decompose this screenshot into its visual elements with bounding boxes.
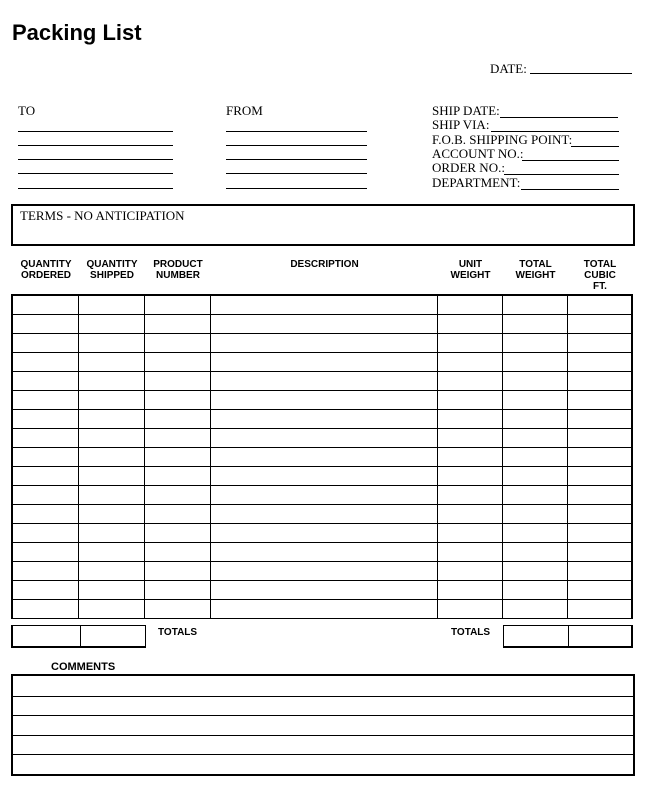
table-cell[interactable] [568,524,633,543]
table-cell[interactable] [79,372,145,391]
table-cell[interactable] [79,391,145,410]
order-no-label: ORDER NO.: [432,160,505,175]
table-cell[interactable] [211,448,438,467]
table-row [12,581,632,600]
table-cell[interactable] [211,410,438,429]
table-cell[interactable] [211,600,438,619]
table-row [12,505,632,524]
table-cell[interactable] [438,543,503,562]
table-cell[interactable] [211,524,438,543]
table-cell[interactable] [79,524,145,543]
table-cell[interactable] [79,448,145,467]
table-cell[interactable] [568,295,633,315]
order-no-field[interactable] [504,174,619,175]
table-cell[interactable] [438,391,503,410]
table-cell[interactable] [568,334,633,353]
table-row [12,467,632,486]
table-cell[interactable] [438,315,503,334]
table-row [12,543,632,562]
ship-date-label: SHIP DATE: [432,103,500,118]
table-row [12,334,632,353]
table-cell[interactable] [145,486,211,505]
to-label: TO [18,103,36,118]
table-cell[interactable] [211,372,438,391]
table-cell[interactable] [503,600,568,619]
table-cell[interactable] [503,524,568,543]
table-cell[interactable] [438,562,503,581]
table-cell[interactable] [211,581,438,600]
totals-label-right: TOTALS [451,627,491,638]
table-cell[interactable] [438,581,503,600]
totals-weight-cell[interactable] [503,625,569,648]
table-cell[interactable] [503,505,568,524]
table-cell[interactable] [568,600,633,619]
table-cell[interactable] [438,486,503,505]
to-address-line[interactable] [18,159,173,160]
table-cell[interactable] [145,334,211,353]
table-cell[interactable] [12,353,79,372]
table-cell[interactable] [12,315,79,334]
table-cell[interactable] [211,315,438,334]
table-cell[interactable] [145,448,211,467]
from-address-line[interactable] [226,173,367,174]
account-no-label: ACCOUNT NO.: [432,146,524,161]
table-cell[interactable] [211,295,438,315]
table-cell[interactable] [79,505,145,524]
table-cell[interactable] [503,391,568,410]
table-row [12,486,632,505]
table-cell[interactable] [12,467,79,486]
table-cell[interactable] [438,600,503,619]
table-cell[interactable] [79,581,145,600]
table-row [12,410,632,429]
table-cell[interactable] [211,391,438,410]
table-cell[interactable] [79,315,145,334]
ship-date-field[interactable] [500,117,618,118]
table-cell[interactable] [568,448,633,467]
table-cell[interactable] [12,429,79,448]
table-cell[interactable] [145,295,211,315]
table-cell[interactable] [438,334,503,353]
table-cell[interactable] [438,524,503,543]
table-cell[interactable] [79,295,145,315]
table-cell[interactable] [568,410,633,429]
items-table [11,294,633,619]
table-row [12,448,632,467]
table-cell[interactable] [79,543,145,562]
table-row [12,315,632,334]
comments-label: COMMENTS [51,661,116,673]
table-cell[interactable] [12,600,79,619]
from-address-line[interactable] [226,188,367,189]
from-label: FROM [226,103,263,118]
table-cell[interactable] [503,410,568,429]
table-cell[interactable] [145,581,211,600]
page-title: Packing List [12,20,142,45]
table-row [12,353,632,372]
table-cell[interactable] [12,581,79,600]
table-cell[interactable] [438,429,503,448]
totals-qty-ordered-cell[interactable] [11,625,81,648]
comments-box[interactable] [11,674,635,776]
table-cell[interactable] [568,486,633,505]
table-cell[interactable] [12,562,79,581]
to-address-line[interactable] [18,131,173,132]
table-cell[interactable] [145,505,211,524]
department-label: DEPARTMENT: [432,175,521,190]
terms-text: TERMS - NO ANTICIPATION [20,208,185,223]
header-total-weight: TOTAL WEIGHT [515,259,556,281]
table-cell[interactable] [12,448,79,467]
table-cell[interactable] [568,391,633,410]
table-row [12,524,632,543]
table-cell[interactable] [145,562,211,581]
table-cell[interactable] [211,353,438,372]
ship-via-label: SHIP VIA: [432,117,490,132]
totals-qty-shipped-cell[interactable] [79,625,146,648]
table-cell[interactable] [12,410,79,429]
header-unit-weight: UNIT WEIGHT [450,259,491,281]
to-address-line[interactable] [18,145,173,146]
table-cell[interactable] [79,600,145,619]
table-cell[interactable] [503,372,568,391]
table-cell[interactable] [438,372,503,391]
table-cell[interactable] [503,562,568,581]
fob-label: F.O.B. SHIPPING POINT: [432,132,573,147]
totals-cubic-cell[interactable] [568,625,633,648]
table-row [12,391,632,410]
table-row [12,372,632,391]
table-cell[interactable] [12,486,79,505]
table-cell[interactable] [12,543,79,562]
table-cell[interactable] [568,562,633,581]
table-cell[interactable] [211,543,438,562]
table-cell[interactable] [568,505,633,524]
table-cell[interactable] [503,315,568,334]
table-cell[interactable] [503,581,568,600]
table-row [12,562,632,581]
account-no-field[interactable] [522,160,619,161]
comment-line [13,735,633,736]
table-cell[interactable] [503,295,568,315]
table-cell[interactable] [79,410,145,429]
table-cell[interactable] [503,429,568,448]
table-cell[interactable] [568,581,633,600]
table-row [12,600,632,619]
table-cell[interactable] [568,467,633,486]
table-cell[interactable] [568,315,633,334]
table-cell[interactable] [568,353,633,372]
table-cell[interactable] [503,486,568,505]
table-cell[interactable] [211,429,438,448]
table-cell[interactable] [568,372,633,391]
from-address-line[interactable] [226,145,367,146]
header-description: DESCRIPTION [290,259,359,270]
table-cell[interactable] [12,505,79,524]
department-field[interactable] [521,189,619,190]
table-cell[interactable] [568,543,633,562]
from-address-line[interactable] [226,159,367,160]
header-product-number: PRODUCT NUMBER [153,259,203,281]
table-cell[interactable] [12,524,79,543]
table-cell[interactable] [503,448,568,467]
table-cell[interactable] [438,467,503,486]
table-cell[interactable] [79,334,145,353]
table-cell[interactable] [145,391,211,410]
table-cell[interactable] [79,353,145,372]
table-cell[interactable] [145,429,211,448]
table-cell[interactable] [211,505,438,524]
table-cell[interactable] [503,467,568,486]
comment-line [13,715,633,716]
table-cell[interactable] [79,562,145,581]
table-cell[interactable] [438,410,503,429]
table-cell[interactable] [503,334,568,353]
terms-box [11,204,635,246]
from-address-line[interactable] [226,131,367,132]
comment-line [13,754,633,755]
table-cell[interactable] [79,429,145,448]
table-cell[interactable] [503,543,568,562]
table-cell[interactable] [438,448,503,467]
header-total-cubic-ft: TOTAL CUBIC FT. [583,259,617,292]
totals-label-left: TOTALS [158,627,198,638]
table-cell[interactable] [211,486,438,505]
table-cell[interactable] [145,315,211,334]
table-cell[interactable] [12,391,79,410]
table-cell[interactable] [12,372,79,391]
table-cell[interactable] [503,353,568,372]
table-cell[interactable] [145,600,211,619]
to-address-line[interactable] [18,173,173,174]
table-cell[interactable] [79,486,145,505]
table-cell[interactable] [438,505,503,524]
table-cell[interactable] [145,372,211,391]
to-address-line[interactable] [18,188,173,189]
table-cell[interactable] [145,543,211,562]
table-cell[interactable] [211,334,438,353]
table-cell[interactable] [145,524,211,543]
comment-line [13,696,633,697]
table-cell[interactable] [12,295,79,315]
table-cell[interactable] [568,429,633,448]
table-cell[interactable] [145,410,211,429]
table-row [12,429,632,448]
header-quantity-ordered: QUANTITY ORDERED [20,259,72,281]
header-quantity-shipped: QUANTITY SHIPPED [86,259,138,281]
fob-field[interactable] [571,146,619,147]
table-cell[interactable] [438,353,503,372]
table-cell[interactable] [438,295,503,315]
date-label: DATE: [490,61,527,76]
table-row [12,295,632,315]
table-cell[interactable] [145,467,211,486]
table-cell[interactable] [145,353,211,372]
table-cell[interactable] [211,562,438,581]
table-cell[interactable] [79,467,145,486]
date-field[interactable] [530,73,632,74]
table-cell[interactable] [211,467,438,486]
table-cell[interactable] [12,334,79,353]
